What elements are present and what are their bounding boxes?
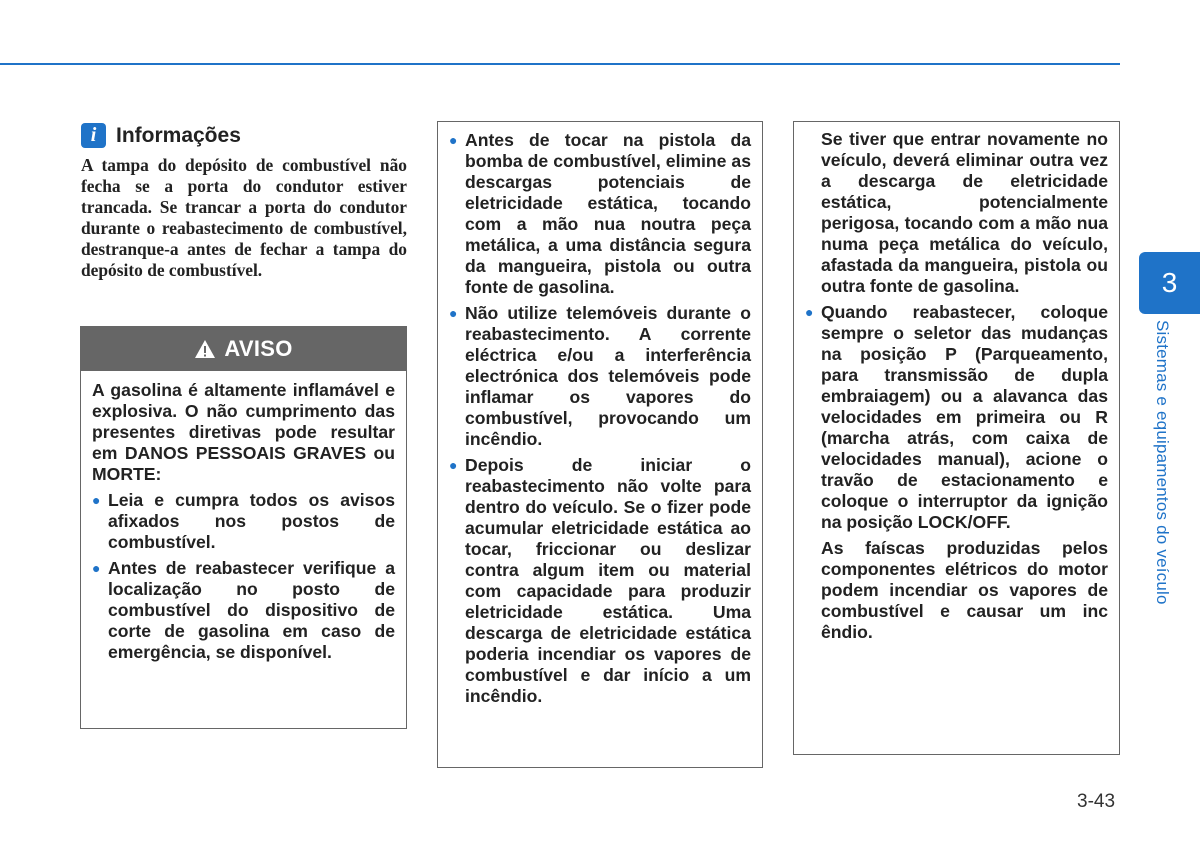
list-item [449, 455, 751, 707]
list-item-text: Depois de iniciar o reabastecimento não volte para dentro do veículo. Se o fizer pode acumular eletricidade estática ao tocar, friccionar ou deslizar contra algum item ou material com capacidade para produzir eletricidade estática. Uma descarga de eletricidade estática poderia incendiar os vapores de combustível e dar início a um incêndio. [465, 455, 751, 706]
warning-continuation-box-2 [793, 121, 1120, 755]
warning-triangle-icon [194, 339, 216, 359]
bullet-icon: ● [449, 305, 458, 321]
note-text: As faíscas produzidas pelos componentes elétricos do motor podem incendiar os vapores de combustível e causar um inc êndio. [821, 538, 1108, 642]
bullet-icon: ● [805, 304, 814, 320]
warning-body [81, 371, 406, 663]
list-item [805, 302, 1108, 533]
chapter-label: Sistemas e equipamentos do veículo [1153, 320, 1172, 605]
warning-title: AVISO [224, 336, 293, 361]
bullet-icon: ● [449, 132, 458, 148]
list-item [449, 303, 751, 450]
bullet-icon: ● [92, 560, 101, 576]
list-item-text: Quando reabastecer, coloque sempre o seletor das mudanças na posição P (Parqueamento, para transmissão de dupla embraiagem) ou a alavanca das velocidades em primeira ou R (marcha atrás, com caixa de velocidades manual), acione o travão de estacionamento e coloque o interruptor da ignição na posição LOCK/OFF. [821, 302, 1108, 532]
top-rule [0, 63, 1120, 65]
page-number: 3-43 [1077, 791, 1116, 812]
bullet-icon: ● [92, 492, 101, 508]
list-item [92, 490, 395, 553]
list-item-text: Antes de tocar na pistola da bomba de combustível, elimine as descargas potenciais de eletricidade estática, tocando com a mão nua noutra peça metálica, a uma distância segura da mangueira, pistola ou outra fonte de gasolina. [465, 130, 751, 297]
continuation-text: Se tiver que entrar novamente no veículo, deverá eliminar outra vez a descarga de eletricidade estática, potencialmente perigosa, tocando com a mão nua numa peça metálica do veículo, afastada da mangueira, pistola ou outra fonte de gasolina. [821, 129, 1108, 296]
warning-intro: A gasolina é altamente inflamável e explosiva. O não cumprimento das presentes diretivas pode resultar em DANOS PESSOAIS GRAVES ou MORTE: [92, 380, 395, 484]
info-title: Informações [116, 123, 241, 147]
warning-header [81, 327, 406, 371]
info-body: A tampa do depósito de combustível não fecha se a porta do condutor estiver trancada. Se trancar a porta do condutor durante o reabastecimento de combustível, destranque-a antes de fechar a tampa do depósito de combustível. [81, 155, 407, 280]
info-heading [81, 123, 241, 148]
list-item-text: Antes de reabastecer verifique a localização no posto de combustível do dispositivo de corte de gasolina em caso de emergência, se disponível. [108, 558, 395, 662]
list-item-text: Leia e cumpra todos os avisos afixados nos postos de combustível. [108, 490, 395, 552]
info-icon: i [81, 123, 106, 148]
warning-box [80, 326, 407, 729]
chapter-tab: 3 [1139, 252, 1200, 314]
list-item-text: Não utilize telemóveis durante o reabastecimento. A corrente eléctrica e/ou a interferência electrónica dos telemóveis pode inflamar os vapores do combustível, provocando um incêndio. [465, 303, 751, 449]
bullet-icon: ● [449, 457, 458, 473]
warning-continuation-box [437, 121, 763, 768]
list-item [92, 558, 395, 663]
list-item [449, 130, 751, 298]
